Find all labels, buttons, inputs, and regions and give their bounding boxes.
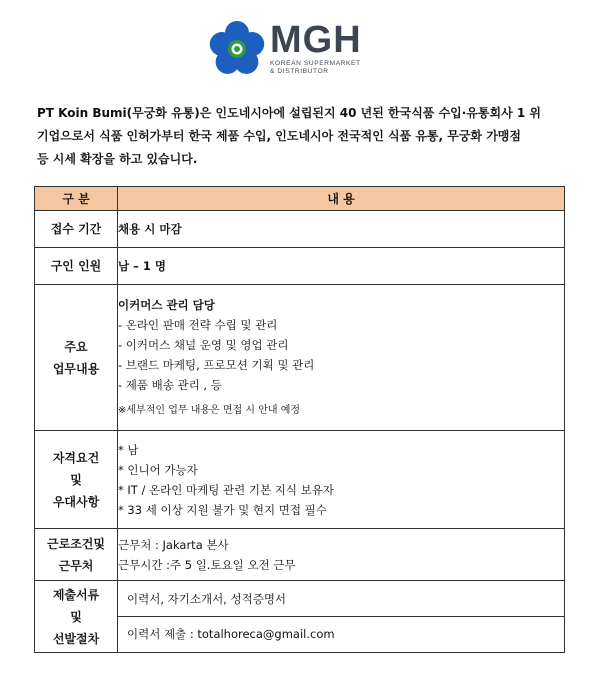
qualifications-label-3: 우대사항 (52, 494, 100, 509)
logo-tagline-2: & DISTRIBUTOR (270, 68, 329, 75)
qualification-item: * 남 (118, 442, 139, 457)
qualifications-label-2: 및 (70, 472, 82, 487)
conditions-label (35, 529, 118, 581)
company-logo (208, 18, 378, 80)
submission-label (35, 581, 118, 653)
required-documents: 이력서, 자기소개서, 성적증명서 (127, 592, 287, 606)
submission-email[interactable]: 이력서 제출 : totalhoreca@gmail.com (118, 616, 564, 651)
row-period (35, 211, 565, 248)
duty-item: - 온라인 판매 전략 수립 및 관리 (118, 317, 278, 332)
duties-label-2: 업무내용 (52, 361, 100, 376)
duties-title: 이커머스 관리 담당 (118, 297, 215, 312)
header-content: 내 용 (118, 187, 565, 211)
intro-line-3: 등 시세 확장을 하고 있습니다. (37, 152, 198, 166)
submission-label-2: 및 (70, 609, 82, 624)
headcount-value: 남 – 1 명 (118, 259, 166, 273)
logo-wordmark (270, 20, 362, 76)
intro-line-2: 기업으로서 식품 인허가부터 한국 제품 수입, 인도네시아 전국적인 식품 유통, 무궁화 가맹점 (37, 129, 521, 143)
job-info-table (34, 186, 565, 653)
submission-label-3: 선발절차 (52, 631, 100, 646)
qualifications-label-1: 자격요건 (52, 450, 100, 465)
intro-paragraph (37, 102, 567, 171)
qualification-item: * 33 세 이상 지원 불가 및 현지 면접 필수 (118, 502, 327, 517)
qualification-item: * 인니어 가능자 (118, 462, 198, 477)
qualifications-content (118, 431, 565, 529)
header-category: 구 분 (35, 187, 118, 211)
row-qualifications (35, 431, 565, 529)
flower-icon (208, 20, 266, 78)
row-duties (35, 285, 565, 431)
duty-item: - 제품 배송 관리 , 등 (118, 377, 222, 392)
row-headcount (35, 248, 565, 285)
duty-item: - 이커머스 채널 운영 및 영업 관리 (118, 337, 289, 352)
conditions-content (118, 529, 565, 581)
conditions-label-2: 근무처 (58, 558, 94, 573)
logo-tagline-1: KOREAN SUPERMARKET (270, 60, 361, 67)
duty-item: - 브랜드 마케팅, 프로모션 기획 및 관리 (118, 357, 315, 372)
qualifications-label (35, 431, 118, 529)
workplace: 근무처 : Jakarta 본사 (118, 537, 229, 552)
period-label: 접수 기간 (35, 211, 118, 248)
row-submission (35, 581, 565, 653)
period-value: 채용 시 마감 (118, 222, 182, 236)
intro-line-1: PT Koin Bumi(무궁화 유통)은 인도네시아에 설립된지 40 년된 한국식품 수입·유통회사 1 위 (37, 106, 541, 120)
conditions-label-1: 근로조건및 (47, 536, 105, 551)
duties-label (35, 285, 118, 431)
submission-label-1: 제출서류 (52, 587, 100, 602)
duties-label-1: 주요 (64, 339, 88, 354)
row-conditions (35, 529, 565, 581)
submission-content (118, 581, 565, 653)
work-hours: 근무시간 :주 5 일.토요일 오전 근무 (118, 557, 296, 572)
headcount-label: 구인 인원 (35, 248, 118, 285)
logo-name: MGH (270, 19, 362, 61)
duties-content (118, 285, 565, 431)
qualification-item: * IT / 온라인 마케팅 관련 기본 지식 보유자 (118, 482, 334, 497)
table-header-row (35, 187, 565, 211)
duties-note: ※세부적인 업무 내용은 면접 시 안내 예정 (118, 404, 301, 416)
